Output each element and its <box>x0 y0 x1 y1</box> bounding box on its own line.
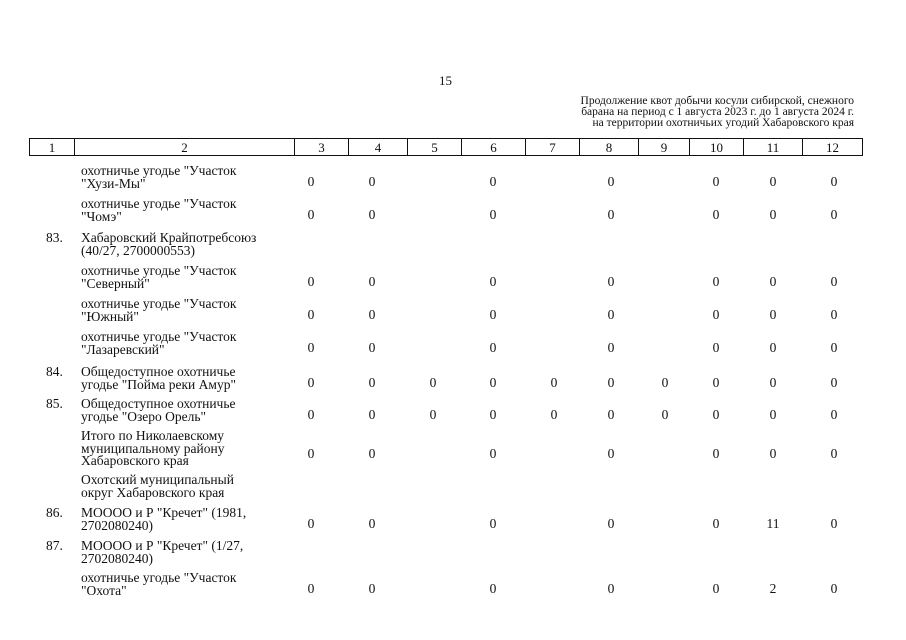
table-caption <box>524 96 854 129</box>
quota-value-c12: 0 <box>830 407 838 422</box>
quota-value-c10: 0 <box>712 516 720 531</box>
caption-line: на территории охотничьих угодий Хабаровского края <box>592 117 854 129</box>
quota-value-c12: 0 <box>830 307 838 322</box>
quota-value-c11: 0 <box>769 340 777 355</box>
quota-value-c12: 0 <box>830 207 838 222</box>
row-name-line: Хабаровский Крайпотребсоюз <box>81 230 257 245</box>
quota-value-c8: 0 <box>607 516 615 531</box>
quota-value-c8: 0 <box>607 340 615 355</box>
row-name-line: охотничье угодье "Участок <box>81 570 237 585</box>
column-number: 2 <box>75 139 295 156</box>
row-name-line: муниципальному району <box>81 440 225 456</box>
quota-value-c4: 0 <box>368 375 376 390</box>
quota-value-c6: 0 <box>489 446 497 461</box>
caption-line: Продолжение квот добычи косули сибирской, снежного <box>580 95 854 107</box>
page-number: 15 <box>439 73 452 88</box>
quota-value-c10: 0 <box>712 207 720 222</box>
row-name-line: охотничье угодье "Участок <box>81 196 237 211</box>
quota-value-c4: 0 <box>368 407 376 422</box>
quota-value-c3: 0 <box>307 207 315 222</box>
quota-value-c11: 0 <box>769 174 777 189</box>
quota-value-c4: 0 <box>368 446 376 461</box>
row-name <box>81 265 236 290</box>
quota-value-c6: 0 <box>489 307 497 322</box>
quota-value-c3: 0 <box>307 375 315 390</box>
quota-value-c10: 0 <box>712 446 720 461</box>
quota-value-c8: 0 <box>607 274 615 289</box>
row-name-line: охотничье угодье "Участок <box>81 296 237 311</box>
row-name-line: Общедоступное охотничье <box>81 364 236 379</box>
quota-value-c6: 0 <box>489 274 497 289</box>
column-number: 6 <box>462 139 526 156</box>
quota-value-c3: 0 <box>307 307 315 322</box>
quota-value-c8: 0 <box>607 207 615 222</box>
quota-value-c7: 0 <box>550 407 558 422</box>
quota-value-c11: 0 <box>769 307 777 322</box>
row-name-line: 2702080240) <box>81 550 153 566</box>
quota-value-c3: 0 <box>307 516 315 531</box>
quota-value-c6: 0 <box>489 581 497 596</box>
row-number: 87. <box>46 538 63 553</box>
quota-value-c6: 0 <box>489 516 497 531</box>
quota-value-c6: 0 <box>489 407 497 422</box>
quota-value-c3: 0 <box>307 581 315 596</box>
row-name-line: округ Хабаровского края <box>81 484 225 500</box>
quota-value-c7: 0 <box>550 375 558 390</box>
quota-value-c11: 0 <box>769 446 777 461</box>
row-name-line: охотничье угодье "Участок <box>81 263 237 278</box>
quota-value-c10: 0 <box>712 174 720 189</box>
quota-value-c5: 0 <box>429 375 437 390</box>
row-name-line: охотничье угодье "Участок <box>81 163 237 178</box>
quota-value-c3: 0 <box>307 174 315 189</box>
row-name <box>81 430 225 468</box>
quota-value-c11: 11 <box>766 516 780 531</box>
quota-value-c9: 0 <box>661 407 669 422</box>
quota-value-c6: 0 <box>489 375 497 390</box>
row-name-line: "Южный" <box>81 308 139 324</box>
quota-value-c12: 0 <box>830 446 838 461</box>
row-name <box>81 366 236 391</box>
row-number: 86. <box>46 505 63 520</box>
column-number: 10 <box>690 139 744 156</box>
quota-value-c4: 0 <box>368 274 376 289</box>
quota-value-c12: 0 <box>830 174 838 189</box>
quota-value-c12: 0 <box>830 581 838 596</box>
row-name-line: угодье "Озеро Орель" <box>81 408 207 424</box>
quota-value-c11: 0 <box>769 274 777 289</box>
quota-value-c10: 0 <box>712 407 720 422</box>
column-number: 9 <box>639 139 690 156</box>
quota-value-c11: 2 <box>769 581 777 596</box>
quota-value-c3: 0 <box>307 446 315 461</box>
quota-value-c4: 0 <box>368 516 376 531</box>
quota-value-c4: 0 <box>368 340 376 355</box>
quota-value-c9: 0 <box>661 375 669 390</box>
quota-value-c10: 0 <box>712 581 720 596</box>
quota-value-c4: 0 <box>368 207 376 222</box>
row-name-line: Итого по Николаевскому <box>81 428 224 443</box>
quota-value-c4: 0 <box>368 581 376 596</box>
quota-value-c10: 0 <box>712 307 720 322</box>
row-name-line: угодье "Пойма реки Амур" <box>81 376 236 392</box>
row-name-line: МОООО и Р "Кречет" (1/27, <box>81 538 244 553</box>
quota-value-c6: 0 <box>489 340 497 355</box>
quota-value-c12: 0 <box>830 274 838 289</box>
row-name-line: охотничье угодье "Участок <box>81 329 237 344</box>
row-name-line: 2702080240) <box>81 517 153 533</box>
quota-value-c10: 0 <box>712 340 720 355</box>
row-name <box>81 507 246 532</box>
column-number: 11 <box>744 139 803 156</box>
quota-value-c8: 0 <box>607 174 615 189</box>
quota-value-c8: 0 <box>607 581 615 596</box>
row-name-line: Общедоступное охотничье <box>81 396 236 411</box>
row-name-line: "Северный" <box>81 275 150 291</box>
quota-value-c3: 0 <box>307 274 315 289</box>
quota-value-c8: 0 <box>607 307 615 322</box>
row-name <box>81 298 236 323</box>
row-name-line: МОООО и Р "Кречет" (1981, <box>81 505 247 520</box>
row-name-line: Охотский муниципальный <box>81 472 234 487</box>
column-number: 4 <box>349 139 408 156</box>
row-name <box>81 198 236 223</box>
quota-value-c4: 0 <box>368 174 376 189</box>
quota-value-c8: 0 <box>607 446 615 461</box>
caption-line: барана на период с 1 августа 2023 г. до 1 августа 2024 г. <box>581 106 854 118</box>
column-number: 5 <box>408 139 462 156</box>
row-name <box>81 398 236 423</box>
row-name <box>81 572 236 597</box>
column-number-header <box>29 138 863 156</box>
column-number: 3 <box>295 139 349 156</box>
row-name <box>81 165 236 190</box>
quota-value-c8: 0 <box>607 375 615 390</box>
quota-value-c11: 0 <box>769 375 777 390</box>
row-name <box>81 331 236 356</box>
quota-value-c10: 0 <box>712 375 720 390</box>
quota-value-c4: 0 <box>368 307 376 322</box>
row-name <box>81 474 234 499</box>
row-name <box>81 540 243 565</box>
column-number: 1 <box>30 139 75 156</box>
row-name-line: "Хузи-Мы" <box>81 175 146 191</box>
quota-value-c11: 0 <box>769 407 777 422</box>
quota-value-c10: 0 <box>712 274 720 289</box>
quota-value-c3: 0 <box>307 340 315 355</box>
row-number: 83. <box>46 230 63 245</box>
quota-value-c5: 0 <box>429 407 437 422</box>
quota-value-c12: 0 <box>830 340 838 355</box>
quota-value-c6: 0 <box>489 174 497 189</box>
row-number: 85. <box>46 396 63 411</box>
row-name-line: "Чомэ" <box>81 208 122 224</box>
quota-value-c6: 0 <box>489 207 497 222</box>
row-name-line: "Охота" <box>81 582 127 598</box>
row-name-line: (40/27, 2700000553) <box>81 242 195 258</box>
quota-value-c12: 0 <box>830 516 838 531</box>
column-number: 7 <box>526 139 580 156</box>
quota-value-c8: 0 <box>607 407 615 422</box>
row-name <box>81 232 256 257</box>
quota-value-c11: 0 <box>769 207 777 222</box>
quota-value-c3: 0 <box>307 407 315 422</box>
column-number: 12 <box>803 139 863 156</box>
column-number: 8 <box>580 139 639 156</box>
row-name-line: "Лазаревский" <box>81 341 165 357</box>
quota-value-c12: 0 <box>830 375 838 390</box>
row-number: 84. <box>46 364 63 379</box>
row-name-line: Хабаровского края <box>81 453 189 468</box>
